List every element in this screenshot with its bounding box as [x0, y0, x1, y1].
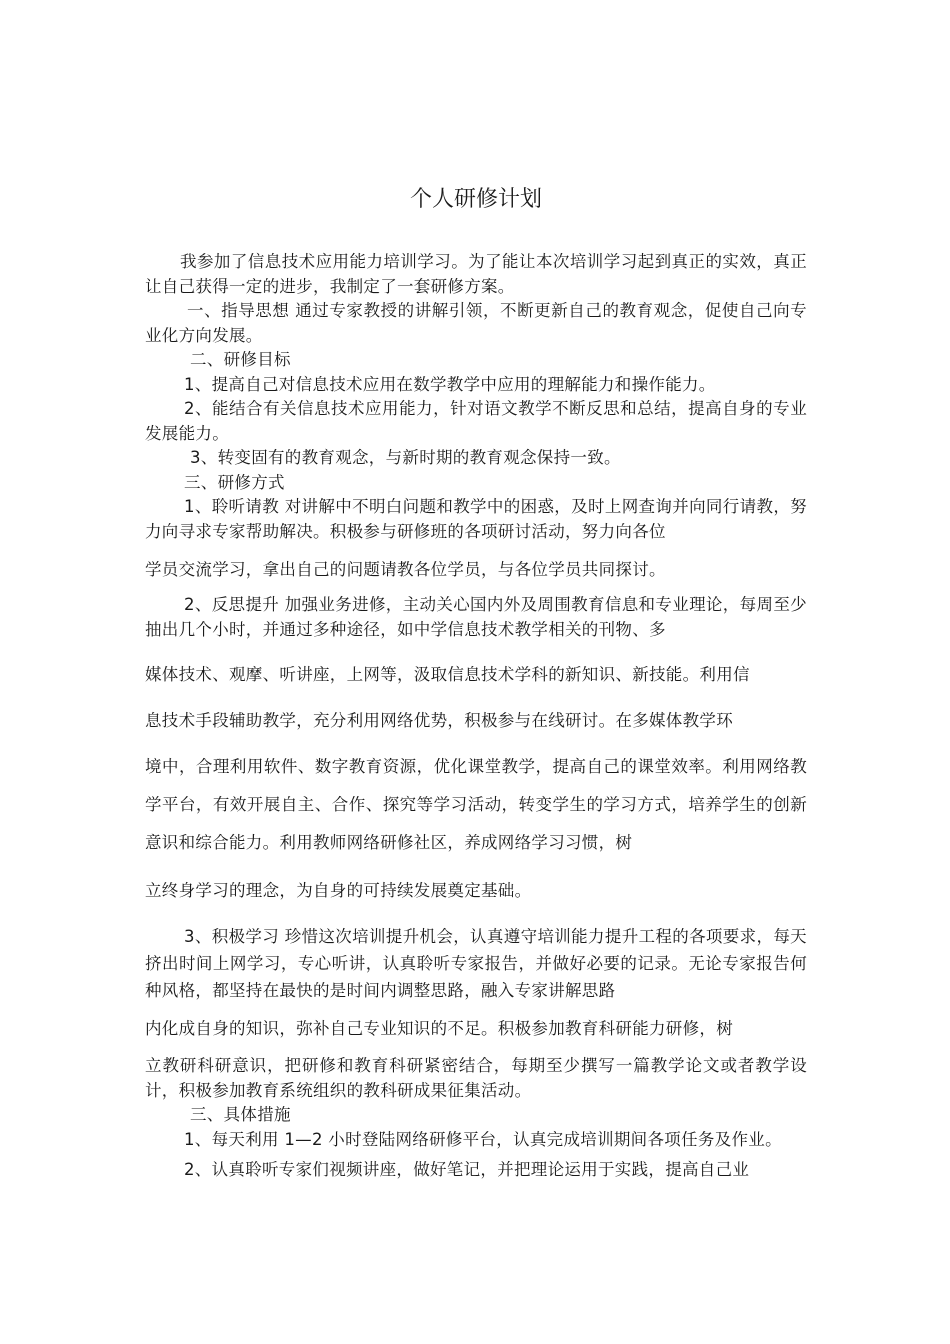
intro-paragraph: 我参加了信息技术应用能力培训学习。为了能让本次培训学习起到真正的实效，真正让自己获得一定的进步，我制定了一套研修方案。 [145, 252, 807, 296]
goal-item-1: 1、提高自己对信息技术应用在数学教学中应用的理解能力和操作能力。 [184, 374, 716, 394]
document-page [145, 180, 807, 1183]
study-goals-heading: 二、研修目标 [190, 350, 291, 369]
measure-item-1: 1、每天利用 1—2 小时登陆网络研修平台，认真完成培训期间各项任务及作业。 [184, 1129, 782, 1149]
method-item-1-part-a: 1、聆听请教 对讲解中不明白问题和教学中的困惑，及时上网查询并向同行请教，努力向寻求专家帮助解决。积极参与研修班的各项研讨活动，努力向各位 [145, 497, 807, 541]
method-item-2-part-e: 立终身学习的理念，为自身的可持续发展奠定基础。 [145, 881, 532, 900]
method-item-2-part-c: 息技术手段辅助教学，充分利用网络优势，积极参与在线研讨。在多媒体教学环 [145, 710, 733, 730]
method-item-1-part-b: 学员交流学习，拿出自己的问题请教各位学员，与各位学员共同探讨。 [145, 560, 666, 579]
method-item-3-part-a: 3、积极学习 珍惜这次培训提升机会，认真遵守培训能力提升工程的各项要求，每天挤出时间上网学习，专心听讲，认真聆听专家报告，并做好必要的记录。无论专家报告何种风格，都坚持在最快的是时间内调整思路，融入专家讲解思路 [145, 926, 807, 1000]
goal-item-3: 3、转变固有的教育观念，与新时期的教育观念保持一致。 [190, 448, 621, 467]
method-item-2-part-a: 2、反思提升 加强业务进修，主动关心国内外及周围教育信息和专业理论，每周至少抽出几个小时，并通过多种途径，如中学信息技术教学相关的刊物、多 [145, 595, 807, 639]
measures-heading: 三、具体措施 [190, 1105, 291, 1124]
guiding-thought-paragraph: 一、指导思想 通过专家教授的讲解引领，不断更新自己的教育观念，促使自己向专业化方向发展。 [145, 301, 807, 345]
measure-item-2: 2、认真聆听专家们视频讲座，做好笔记，并把理论运用于实践，提高自己业 [184, 1160, 750, 1179]
method-item-2-part-d: 境中，合理利用软件、数字教育资源，优化课堂教学，提高自己的课堂效率。利用网络教学平台，有效开展自主、合作、探究等学习活动，转变学生的学习方式，培养学生的创新意识和综合能力。利用教师网络研修社区，养成网络学习习惯，树 [145, 757, 807, 852]
method-item-3-part-b: 内化成自身的知识，弥补自己专业知识的不足。积极参加教育科研能力研修，树 [145, 1018, 733, 1038]
method-item-2-part-b: 媒体技术、观摩、听讲座，上网等，汲取信息技术学科的新知识、新技能。利用信 [145, 665, 750, 684]
study-methods-heading: 三、研修方式 [184, 472, 285, 492]
method-item-3-part-c: 立教研科研意识，把研修和教育科研紧密结合，每期至少撰写一篇教学论文或者教学设计，积极参加教育系统组织的教科研成果征集活动。 [145, 1056, 807, 1100]
document-title: 个人研修计划 [409, 187, 542, 212]
goal-item-2: 2、能结合有关信息技术应用能力，针对语文教学不断反思和总结，提高自身的专业发展能力。 [145, 399, 807, 443]
